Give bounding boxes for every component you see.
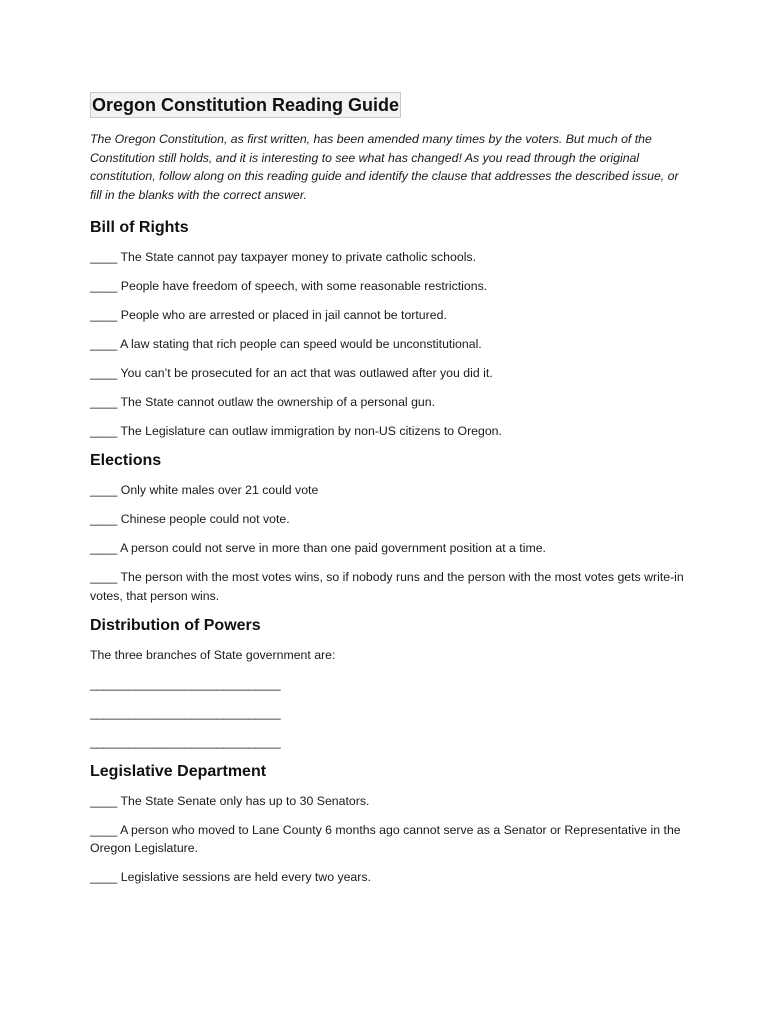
answer-blank-line: ______________________________ bbox=[90, 734, 281, 749]
question-item: ____ Legislative sessions are held every two years. bbox=[90, 870, 371, 884]
section-heading: Elections bbox=[90, 452, 162, 469]
section-heading: Legislative Department bbox=[90, 762, 267, 780]
section-heading: Bill of Rights bbox=[90, 219, 189, 236]
document-page bbox=[90, 92, 690, 897]
section-distribution-of-powers bbox=[90, 616, 690, 752]
question-item: ____ The State Senate only has up to 30 Senators. bbox=[90, 793, 370, 808]
section-legislative-department bbox=[90, 762, 690, 887]
branches-prompt: The three branches of State government are: bbox=[90, 647, 336, 662]
section-bill-of-rights bbox=[90, 218, 690, 441]
question-item: ____ A law stating that rich people can speed would be unconstitutional. bbox=[90, 337, 482, 351]
question-item: ____ Chinese people could not vote. bbox=[90, 512, 290, 526]
page-title: Oregon Constitution Reading Guide bbox=[90, 92, 401, 118]
intro-paragraph: The Oregon Constitution, as first written, has been amended many times by the voters. But much of the Constitution still holds, and it is interesting to see what has changed! As you read through the original constitution, follow along on this reading guide and identify the clause that addresses the described issue, or fill in the blanks with the correct answer. bbox=[90, 132, 679, 202]
question-item: ____ The State cannot pay taxpayer money to private catholic schools. bbox=[90, 250, 476, 264]
section-elections bbox=[90, 451, 690, 605]
answer-blank-line: ______________________________ bbox=[90, 705, 281, 720]
question-item: ____ People have freedom of speech, with some reasonable restrictions. bbox=[90, 279, 488, 293]
question-item: ____ The State cannot outlaw the ownership of a personal gun. bbox=[90, 395, 436, 409]
question-item: ____ The Legislature can outlaw immigration by non-US citizens to Oregon. bbox=[90, 424, 502, 438]
section-heading: Distribution of Powers bbox=[90, 616, 261, 634]
question-item: ____ The person with the most votes wins, so if nobody runs and the person with the most votes gets write-in votes, that person wins. bbox=[90, 570, 684, 603]
question-item: ____ A person could not serve in more than one paid government position at a time. bbox=[90, 541, 546, 555]
question-item: ____ A person who moved to Lane County 6 months ago cannot serve as a Senator or Representative in the Oregon Legislature. bbox=[90, 822, 681, 855]
question-item: ____ You can’t be prosecuted for an act that was outlawed after you did it. bbox=[90, 366, 493, 380]
question-item: ____ People who are arrested or placed in jail cannot be tortured. bbox=[90, 308, 447, 322]
answer-blank-line: ______________________________ bbox=[90, 676, 281, 691]
question-item: ____ Only white males over 21 could vote bbox=[90, 483, 319, 497]
